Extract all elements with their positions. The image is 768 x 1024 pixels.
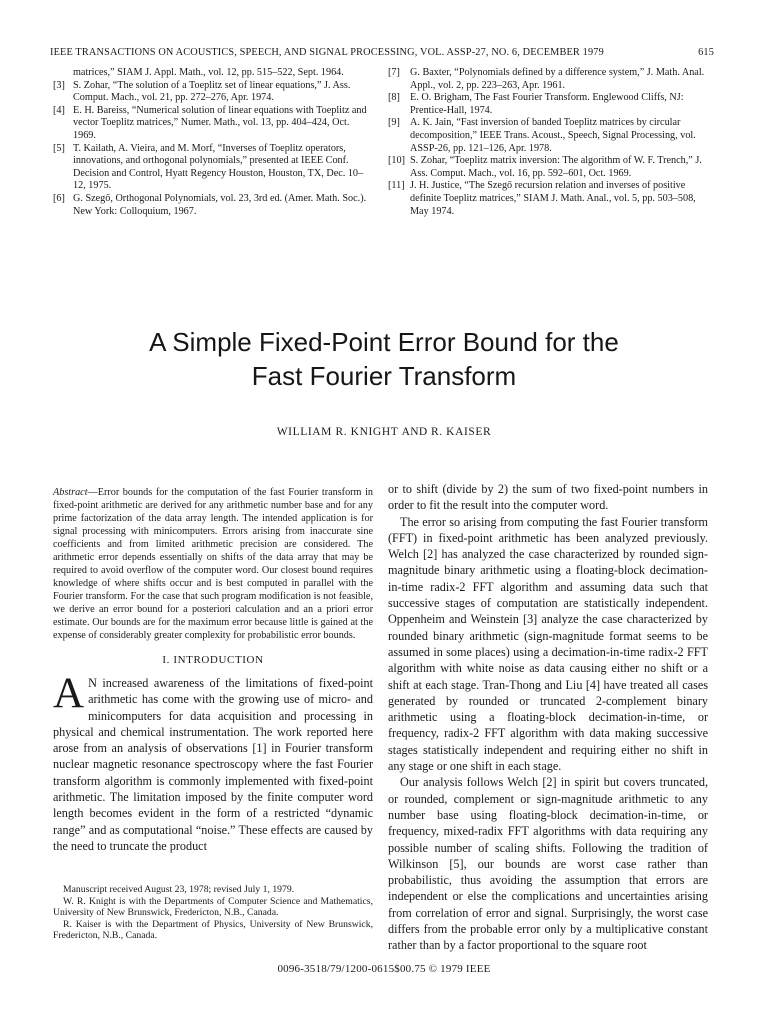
reference-text: E. H. Bareiss, “Numerical solution of linear equations with Toeplitz and vector Toeplitz matrices,” Numer. Math., vol. 13, pp. 404–424, Oct. 1969. bbox=[73, 104, 367, 141]
body-paragraph-continued: or to shift (divide by 2) the sum of two fixed-point numbers in order to fit the result into the computer word. bbox=[388, 482, 708, 513]
reference-number bbox=[53, 67, 73, 80]
author-line bbox=[0, 426, 768, 438]
body-paragraph bbox=[388, 774, 708, 953]
abstract-text: Error bounds for the computation of the fast Fourier transform in fixed-point arithmetic are derived for any arithmetic number base and for any prime factorization of the data array length. The intended application is for signal processing with minicomputers. Errors arising from inaccurate sine coefficients and from limited arithmetic precision are considered. The arithmetic error depends essentially on shifts of the data array that may be required to avoid overflow of the computer word. Our closest bound requires knowledge of where shifts occur and is best computed in parallel with the Fourier transform. For the case that such program modification is not feasible, we derive an error bound for a posteriori calculation and an a priori error estimate. Our bounds are for the maximum error because little is gained at the expense of considerably greater complexity for probabilistic error bounds. bbox=[53, 487, 373, 641]
abstract bbox=[53, 486, 373, 642]
body-paragraph-text: Our analysis follows Welch [2] in spirit but covers truncated, or rounded, complement or sign-magnitude arithmetic to any number base using floating-block decimation-in-time, or frequency, mixed-radix FFT algorithms with data requiring any possible number of scaling shifts. Following the tradition of Wilkinson [5], our bounds are worst case rather than probabilistic, thus avoiding the assumption that errors are independent or else the complications and uncertainties arising from correlation of error and signal. Surprisingly, the worst case differs from the probable error only by a multiplicative constant rather than by a factor proportional to the square root bbox=[388, 775, 708, 953]
reference-text: S. Zohar, “The solution of a Toeplitz set of linear equations,” J. Ass. Comput. Mach., vol. 21, pp. 272–276, Apr. 1974. bbox=[73, 79, 351, 104]
reference-number: [7] bbox=[388, 67, 400, 78]
references-right bbox=[388, 67, 708, 218]
page-number: 615 bbox=[698, 47, 714, 58]
reference-text: G. Baxter, “Polynomials defined by a difference system,” J. Math. Anal. Appl., vol. 2, pp. 223–263, Apr. 1961. bbox=[410, 67, 705, 91]
reference-text: A. K. Jain, “Fast inversion of banded Toeplitz matrices by circular decomposition,” IEEE Trans. Acoust., Speech, Signal Processing, vol. ASSP-26, pp. 121–126, Apr. 1978. bbox=[410, 117, 696, 154]
intro-text: N increased awareness of the limitations of fixed-point arithmetic has come with the growing use of micro- and minicomputers for data acquisition and processing in physical and chemical instrumentation. The work reported here arose from an analysis of observations [1] in Fourier transform nuclear magnetic resonance spectroscopy where the fast Fourier transform algorithm is commonly implemented with fixed-point arithmetic. The limitation imposed by the finite computer word length becomes evident in the form of a restricted “dynamic range” and as computational “noise.” These effects are caused by the need to truncate the product bbox=[53, 676, 373, 853]
footnote-kaiser: R. Kaiser is with the Department of Physics, University of New Brunswick, Fredericton, N.B., Canada. bbox=[53, 918, 373, 942]
reference-item bbox=[53, 105, 373, 143]
reference-item bbox=[388, 67, 708, 92]
reference-number: [10] bbox=[388, 155, 405, 167]
paper-title bbox=[40, 325, 728, 393]
reference-number: [6] bbox=[53, 192, 65, 204]
reference-text: matrices,” SIAM J. Appl. Math., vol. 12, pp. 515–522, Sept. 1964. bbox=[73, 67, 344, 78]
abstract-lead: Abstract bbox=[53, 487, 88, 498]
reference-item bbox=[388, 92, 708, 117]
title-line-1: A Simple Fixed-Point Error Bound for the bbox=[149, 327, 619, 357]
copyright-footer: 0096-3518/79/1200-0615$00.75 © 1979 IEEE bbox=[277, 963, 491, 975]
left-column bbox=[53, 486, 373, 854]
reference-item bbox=[388, 180, 708, 218]
reference-text: G. Szegő, Orthogonal Polynomials, vol. 23, 3rd ed. (Amer. Math. Soc.). New York: Colloquium, 1967. bbox=[73, 192, 367, 217]
footnote-received: Manuscript received August 23, 1978; revised July 1, 1979. bbox=[63, 884, 295, 895]
reference-item bbox=[53, 143, 373, 193]
reference-text: S. Zohar, “Toeplitz matrix inversion: The algorithm of W. F. Trench,” J. Ass. Comput. Mach., vol. 16, pp. 592–601, Oct. 1969. bbox=[410, 155, 702, 179]
reference-item bbox=[53, 67, 373, 80]
reference-item bbox=[53, 193, 373, 218]
reference-number: [4] bbox=[53, 104, 65, 116]
reference-text: T. Kailath, A. Vieira, and M. Morf, “Inverses of Toeplitz operators, innovations, and orthogonal polynomials,” presented at IEEE Conf. Decision and Control, Hyatt Regency Houston, Houston, TX, Dec. 10–12, 1975. bbox=[73, 142, 364, 192]
footnotes bbox=[53, 884, 373, 942]
running-header bbox=[50, 47, 714, 58]
reference-number: [5] bbox=[53, 142, 65, 154]
footnote-knight: W. R. Knight is with the Departments of Computer Science and Mathematics, University of New Brunswick, Fredericton, N.B., Canada. bbox=[53, 895, 373, 919]
right-column bbox=[388, 481, 708, 954]
reference-text: E. O. Brigham, The Fast Fourier Transform. Englewood Cliffs, NJ: Prentice-Hall, 1974. bbox=[410, 92, 684, 116]
section-heading-introduction: I. INTRODUCTION bbox=[162, 654, 264, 666]
reference-number: [9] bbox=[388, 117, 400, 129]
abstract-dash: — bbox=[87, 487, 98, 498]
author-conjunction: AND bbox=[401, 426, 428, 438]
body-paragraph-text: The error so arising from computing the fast Fourier transform (FFT) in fixed-point arithmetic has been analyzed previously. Welch [2] has analyzed the case characterized by rounded sign-magnitude binary arithmetic using a floating-block decimation-in-time radix-2 FFT algorithm and assuming data such that successive stages of computation are statistically independent. Oppenheim and Weinstein [3] analyze the case characterized by rounded binary arithmetic (sign-magnitude format seems to be assumed in some places) using a decimation-in-time radix-2 FFT algorithm with white noise as data causing either no shift or a shift at each stage. Tran-Thong and Liu [4] have treated all cases generated by rounded or truncated 2-complement binary arithmetic using a floating-block decimation-in-time, or frequency, radix-2 FFT algorithm with data making successive stages statistically independent and requiring either no shift in any stage or one shift in each stage. bbox=[388, 514, 708, 774]
reference-text: J. H. Justice, “The Szegő recursion relation and inverses of positive definite Toeplitz matrices,” SIAM J. Math. Anal., vol. 5, pp. 503–508, May 1974. bbox=[410, 180, 696, 217]
author-knight: WILLIAM R. KNIGHT bbox=[276, 426, 399, 438]
journal-name: IEEE TRANSACTIONS ON ACOUSTICS, SPEECH, AND SIGNAL PROCESSING, VOL. ASSP-27, NO. 6, DECEMBER 1979 bbox=[50, 47, 604, 58]
author-kaiser: R. KAISER bbox=[430, 426, 492, 438]
intro-paragraph bbox=[53, 670, 373, 854]
reference-number: [8] bbox=[388, 92, 400, 104]
title-line-2: Fast Fourier Transform bbox=[251, 361, 517, 391]
reference-number: [3] bbox=[53, 79, 65, 91]
drop-cap: A bbox=[53, 670, 85, 717]
references-left bbox=[53, 67, 373, 218]
reference-number: [11] bbox=[388, 180, 405, 192]
reference-item bbox=[53, 80, 373, 105]
body-paragraph bbox=[388, 514, 708, 775]
reference-item bbox=[388, 155, 708, 180]
reference-item bbox=[388, 117, 708, 155]
